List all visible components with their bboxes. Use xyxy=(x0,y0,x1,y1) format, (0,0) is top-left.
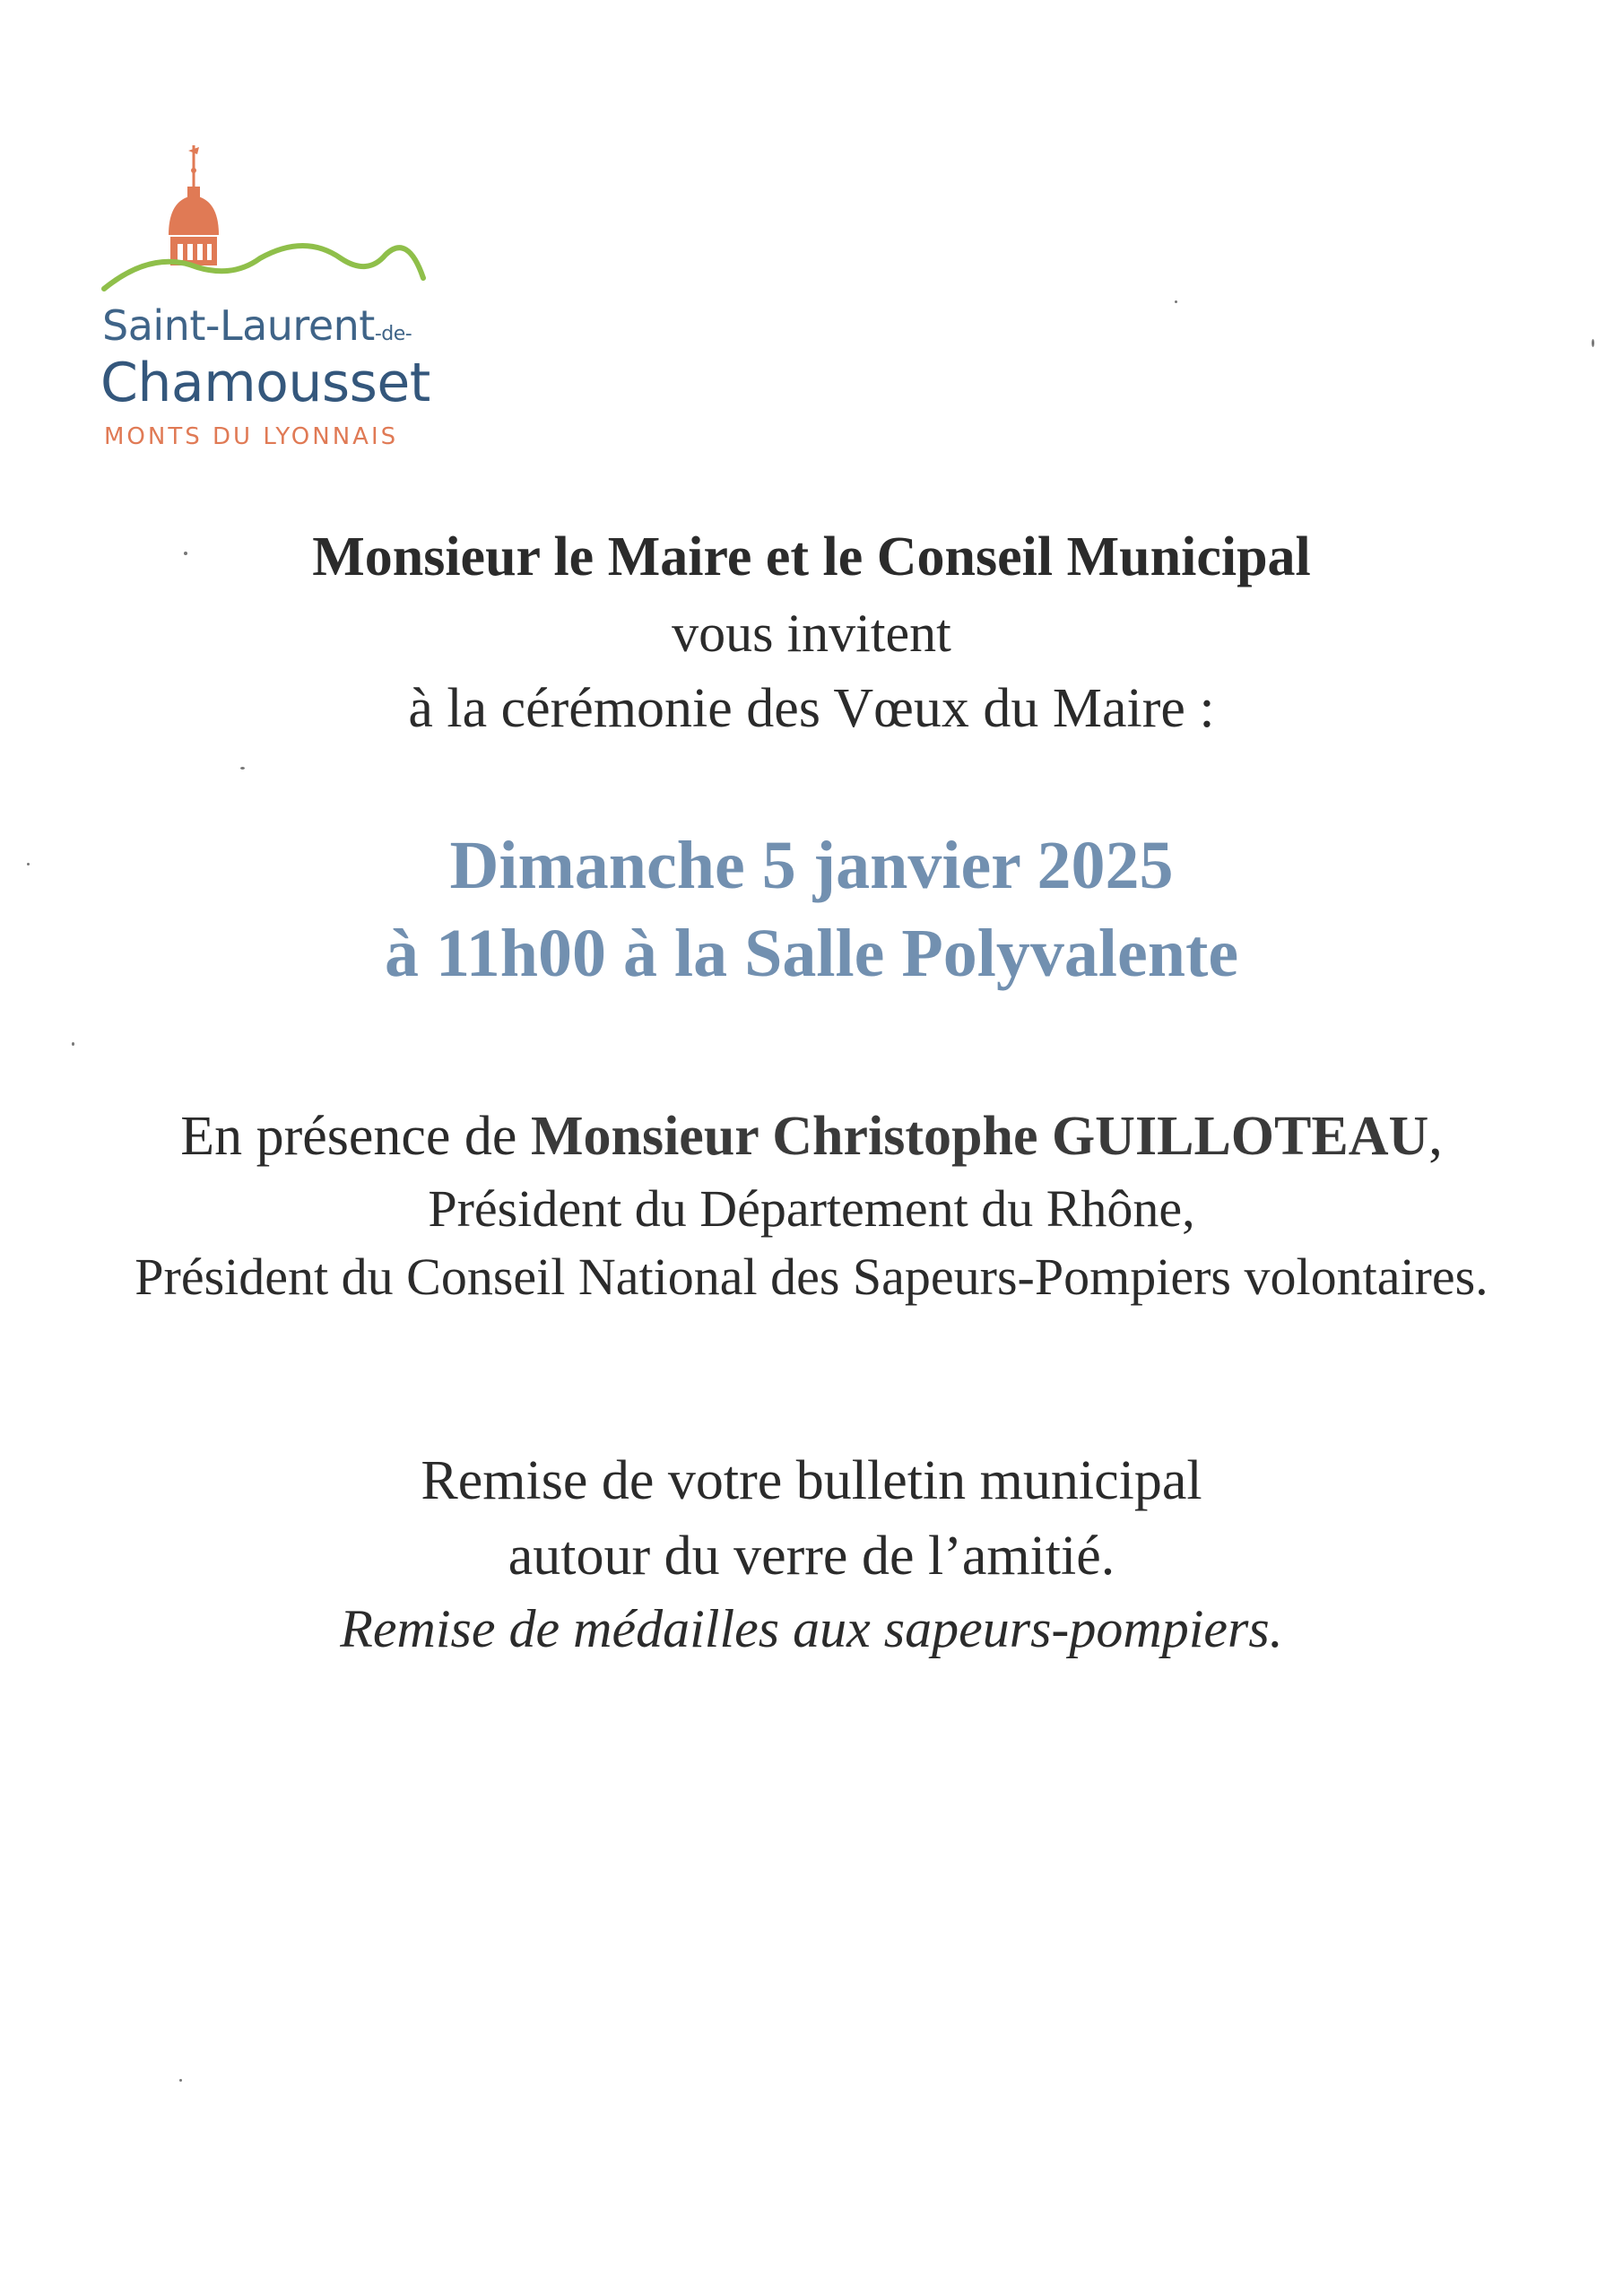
event-date: Dimanche 5 janvier 2025 xyxy=(449,828,1174,903)
scan-speck xyxy=(27,863,30,865)
scan-speck xyxy=(179,2079,182,2082)
invitation-verb: vous invitent xyxy=(672,604,951,663)
invitation-hosts: Monsieur le Maire et le Conseil Municipal xyxy=(312,526,1311,587)
bulletin-line: Remise de votre bulletin municipal xyxy=(421,1450,1202,1511)
guest-presence-line: En présence de Monsieur Christophe GUILLOTEAU, xyxy=(180,1106,1443,1167)
guest-title-1: Président du Département du Rhône, xyxy=(428,1179,1195,1238)
logo-town-name-line1: Saint-Laurent-de- xyxy=(102,301,412,350)
municipality-logo xyxy=(99,144,439,466)
logo-region-subtitle: MONTS DU LYONNAIS xyxy=(104,423,399,450)
scan-speck xyxy=(1592,339,1594,347)
reception-line: autour du verre de l’amitié. xyxy=(508,1526,1115,1587)
scan-speck xyxy=(1175,300,1177,303)
logo-town-name-line2: Chamousset xyxy=(100,352,430,414)
scan-speck xyxy=(72,1042,74,1046)
medals-line: Remise de médailles aux sapeurs-pompiers. xyxy=(340,1599,1283,1658)
guest-title-2: Président du Conseil National des Sapeurs-Pompiers volontaires. xyxy=(135,1248,1488,1306)
scan-speck xyxy=(184,552,187,555)
event-time-place: à 11h00 à la Salle Polyvalente xyxy=(384,916,1239,991)
guest-name: Monsieur Christophe GUILLOTEAU xyxy=(530,1106,1429,1167)
scan-speck xyxy=(240,767,245,770)
church-dome-hills-logo-icon xyxy=(99,144,430,296)
invitation-event: à la cérémonie des Vœux du Maire : xyxy=(408,678,1215,739)
